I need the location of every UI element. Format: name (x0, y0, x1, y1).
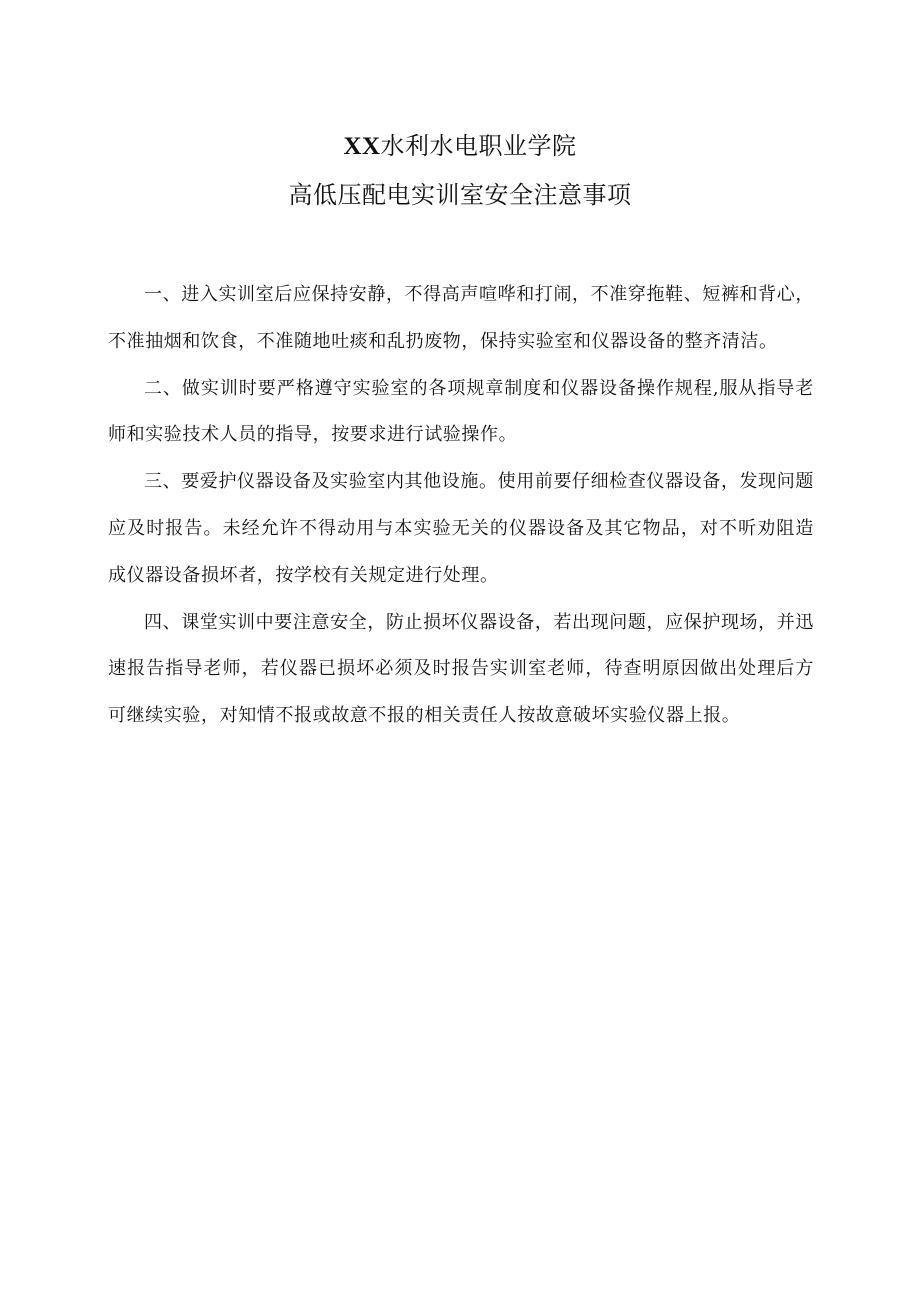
document-title (0, 128, 920, 165)
paragraph-3: 三、要爱护仪器设备及实验室内其他设施。使用前要仔细检查仪器设备，发现问题应及时报告。未经允许不得动用与本实验无关的仪器设备及其它物品，对不听劝阻造成仪器设备损坏者，按学校有关规定进行处理。 (108, 471, 814, 586)
document-body (108, 272, 814, 740)
document-header (0, 128, 920, 213)
paragraph-2: 二、做实训时要严格遵守实验室的各项规章制度和仪器设备操作规程,服从指导老师和实验技术人员的指导，按要求进行试验操作。 (108, 377, 814, 446)
title-prefix: XX (343, 133, 381, 160)
paragraph-4: 四、课堂实训中要注意安全，防止损坏仪器设备，若出现问题，应保护现场，并迅速报告指导老师，若仪器已损坏必须及时报告实训室老师，待查明原因做出处理后方可继续实验，对知情不报或故意不报的相关责任人按故意破坏实验仪器上报。 (108, 611, 814, 727)
paragraph-1: 一、进入实训室后应保持安静，不得高声喧哗和打闹，不准穿拖鞋、短裤和背心，不准抽烟和饮食，不准随地吐痰和乱扔废物，保持实验室和仪器设备的整齐清洁。 (108, 284, 814, 352)
document-subtitle: 高低压配电实训室安全注意事项 (288, 181, 632, 209)
title-institution: 水利水电职业学院 (380, 132, 577, 160)
